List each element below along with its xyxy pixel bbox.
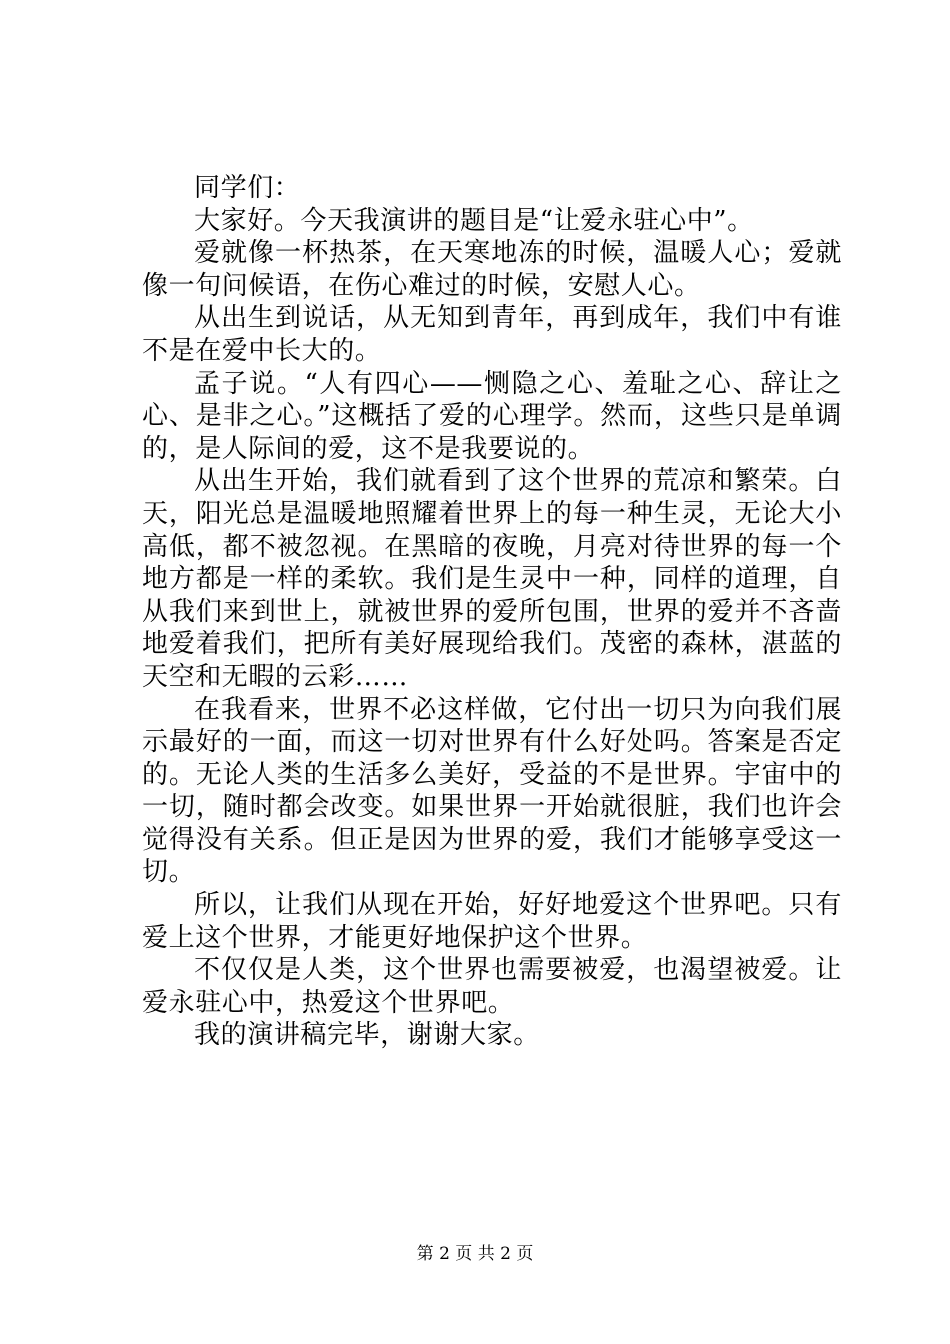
paragraph-greeting: 大家好。今天我演讲的题目是“让爱永驻心中”。 bbox=[194, 205, 754, 236]
paragraph: 不仅仅是人类，这个世界也需要被爱，也渴望被爱。让爱永驻心中，热爱这个世界吧。 bbox=[142, 955, 842, 1018]
paragraph: 从出生到说话，从无知到青年，再到成年，我们中有谁不是在爱中长大的。 bbox=[142, 303, 842, 366]
paragraph-closing: 我的演讲稿完毕，谢谢大家。 bbox=[194, 1020, 540, 1051]
document-body bbox=[142, 172, 842, 1052]
paragraph: 所以，让我们从现在开始，好好地爱这个世界吧。只有爱上这个世界，才能更好地保护这个世界。 bbox=[142, 890, 842, 953]
page-number-footer: 第 2 页 共 2 页 bbox=[416, 1244, 534, 1264]
paragraph: 孟子说。“人有四心——恻隐之心、羞耻之心、辞让之心、是非之心。”这概括了爱的心理学。然而，这些只是单调的，是人际间的爱，这不是我要说的。 bbox=[142, 368, 842, 464]
paragraph: 在我看来，世界不必这样做，它付出一切只为向我们展示最好的一面，而这一切对世界有什么好处吗。答案是否定的。无论人类的生活多么美好，受益的不是世界。宇宙中的一切，随时都会改变。如果世界一开始就很脏，我们也许会觉得没有关系。但正是因为世界的爱，我们才能够享受这一切。 bbox=[142, 694, 842, 888]
paragraph-salutation: 同学们： bbox=[194, 173, 301, 203]
paragraph: 爱就像一杯热茶，在天寒地冻的时候，温暖人心；爱就像一句问候语，在伤心难过的时候，安慰人心。 bbox=[142, 238, 842, 301]
paragraph: 从出生开始，我们就看到了这个世界的荒凉和繁荣。白天，阳光总是温暖地照耀着世界上的每一种生灵，无论大小高低，都不被忽视。在黑暗的夜晚，月亮对待世界的每一个地方都是一样的柔软。我们是生灵中一种，同样的道理，自从我们来到世上，就被世界的爱所包围，世界的爱并不吝啬地爱着我们，把所有美好展现给我们。茂密的森林，湛蓝的天空和无暇的云彩…… bbox=[142, 466, 842, 692]
